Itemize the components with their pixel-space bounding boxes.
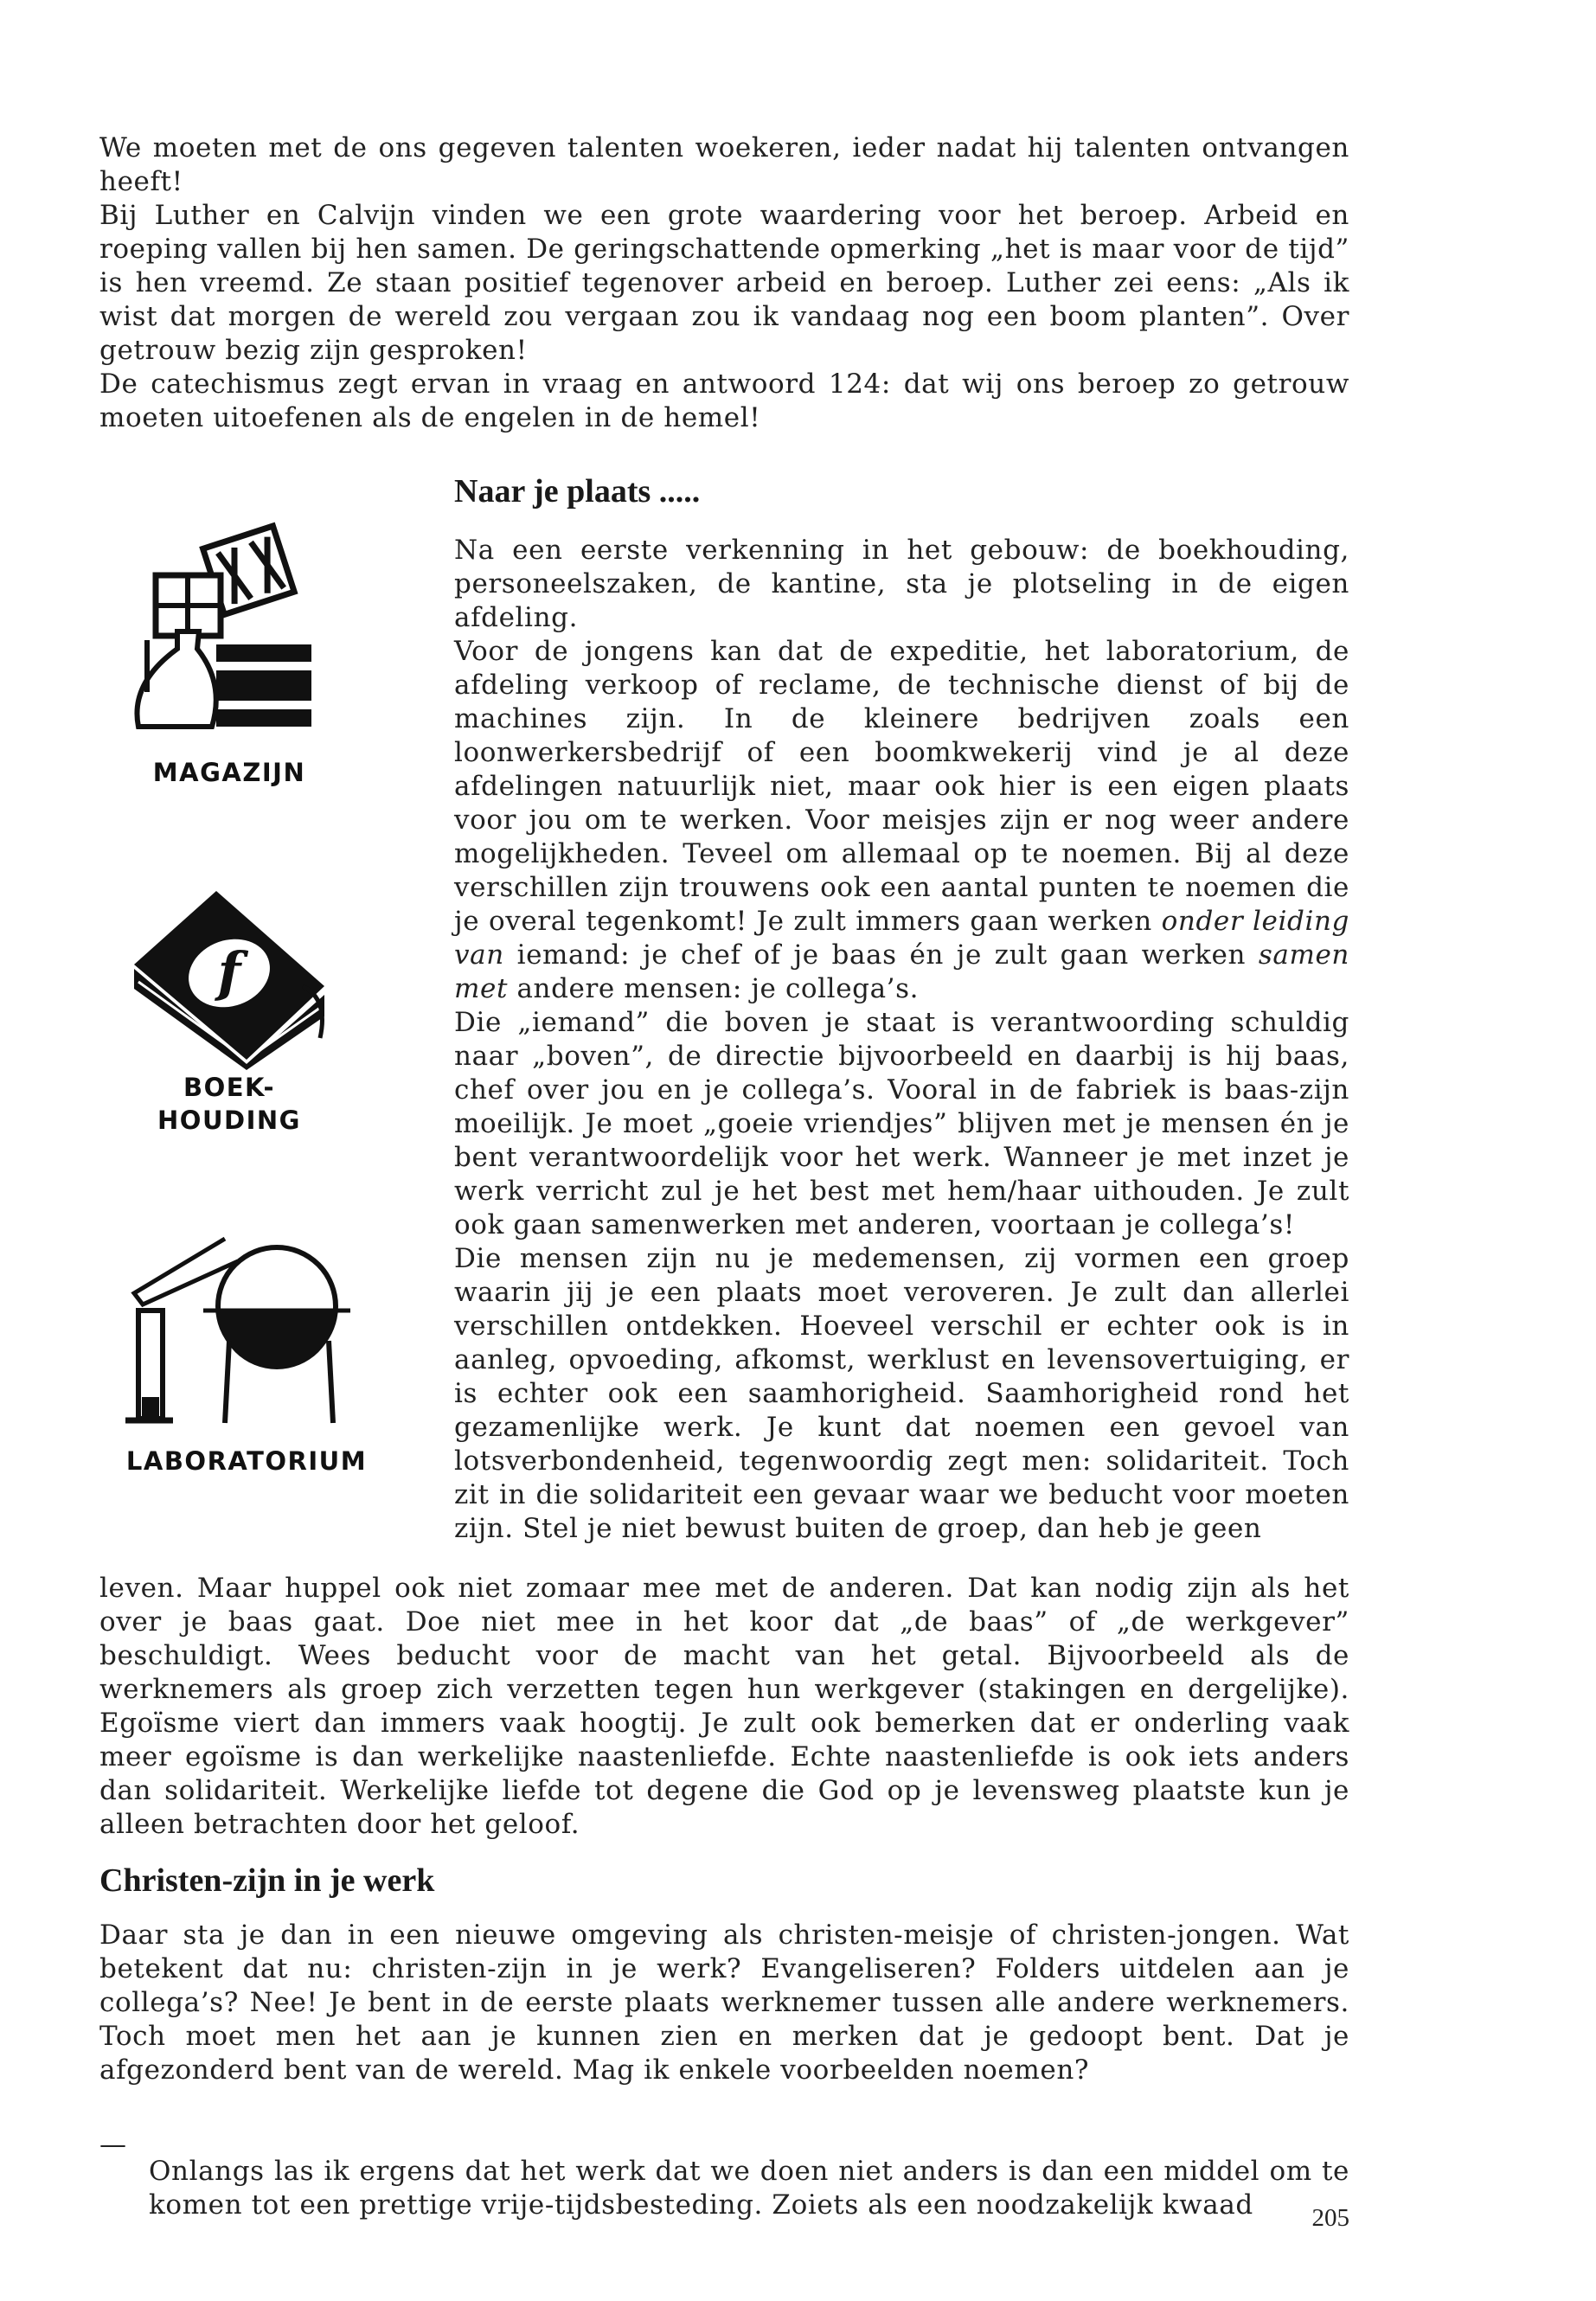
intro-paragraph-1: We moeten met de ons gegeven talenten woekeren, ieder nadat hij talenten ontvangen heeft! — [99, 132, 1349, 197]
section2-paragraph-1: Daar sta je dan in een nieuwe omgeving als christen-meisje of christen-jongen. Wat betekent dat nu: christen-zijn in je werk? Evangeliseren? Folders uitdelen aan je collega’s? Nee! Je bent in de eerste plaats werknemer tussen alle andere werknemers. Toch moet men het aan je kunnen zien en merken dat je gedoopt bent. Dat je afgezonderd bent van de wereld. Mag ik enkele voorbeelden noemen? — [99, 1920, 1349, 2086]
section1-p2-text-b: iemand: je chef of je baas én je zult gaan werken — [503, 939, 1259, 971]
book-f-glyph: f — [217, 940, 241, 1003]
section1-paragraph-1: Na een eerste verkenning in het gebouw: de boekhouding, personeelszaken, de kantine, sta je plotseling in de eigen afdeling. — [454, 535, 1349, 633]
section1-column-text — [454, 534, 1349, 1546]
section-title-naar-je-plaats: Naar je plaats ..... — [454, 473, 701, 510]
book-icon — [130, 887, 329, 1073]
section1-paragraph-4-continued: leven. Maar huppel ook niet zomaar mee met de anderen. Dat kan nodig zijn als het over je baas gaat. Doe niet mee in het koor dat „de baas” of „de werkgever” beschuldigt. Wees beducht voor de macht van het getal. Bijvoorbeeld als de werknemers als groep zich verzetten tegen hun werkgever (stakingen en dergelijke). Egoïsme viert dan immers vaak hoogtij. Je zult ook bemerken dat er onderling vaak meer egoïsme is dan werkelijke naastenliefde. Echte naastenliefde is ook iets anders dan solidariteit. Werkelijke liefde tot degene die God op je levensweg plaatste kun je alleen betrachten door het geloof. — [99, 1573, 1349, 1840]
section1-paragraph-4-column: Die mensen zijn nu je medemensen, zij vormen een groep waarin jij je een plaats moet veroveren. Je zult dan allerlei verschillen ontdekken. Hoeveel verschil er echter ook is in aanleg, opvoeding, afkomst, werklust en levensovertuiging, er is echter ook een saamhorigheid. Saamhorigheid rond het gezamenlijke werk. Je kunt dat noemen een gevoel van lotsverbondenheid, tegenwoordig zegt men: solidariteit. Toch zit in die solidariteit een gevaar waar we beducht voor moeten zijn. Stel je niet bewust buiten de groep, dan heb je geen — [454, 1243, 1349, 1544]
section1-p2-emphasis-2: samen met — [454, 939, 1349, 1004]
laboratorium-label: LABORATORIUM — [125, 1446, 368, 1476]
bullet-text: Onlangs las ik ergens dat het werk dat we doen niet anders is dan een middel om te komen tot een prettige vrije-tijdsbesteding. Zoiets als een noodzakelijk kwaad — [149, 2156, 1349, 2221]
flask-apparatus-icon — [121, 1228, 398, 1436]
section1-p2-text-a: Voor de jongens kan dat de expeditie, het laboratorium, de afdeling verkoop of reclame, de technische dienst of bij de machines zijn. In de kleinere bedrijven zoals een loonwerkersbedrijf of een boomkwekerij vind je al deze afdelingen natuurlijk niet, maar ook hier is een eigen plaats voor jou om te werken. Voor meisjes zijn er nog weer andere mogelijkheden. Teveel om allemaal op te noemen. Bij al deze verschillen zijn trouwens ook een aantal punten te noemen die je overal tegenkomt! Je zult immers gaan werken — [454, 636, 1349, 937]
section1-full-width-text — [99, 1572, 1349, 1842]
intro-text — [99, 131, 1349, 435]
intro-paragraph-2: Bij Luther en Calvijn vinden we een grote waardering voor het beroep. Arbeid en roeping vallen bij hen samen. De geringschattende opmerking „het is maar voor de tijd” is hen vreemd. Ze staan positief tegenover arbeid en beroep. Luther zei eens: „Als ik wist dat morgen de wereld zou vergaan zou ik vandaag nog een boom planten”. Over getrouw bezig zijn gesproken! — [99, 200, 1349, 366]
section-title-christen-zijn: Christen-zijn in je werk — [99, 1862, 435, 1899]
section1-paragraph-3: Die „iemand” die boven je staat is verantwoording schuldig naar „boven”, de directie bijvoorbeeld en daarbij is hij baas, chef over jou en je collega’s. Vooral in de fabriek is baas-zijn moeilijk. Je moet „goeie vriendjes” blijven met je mensen én je bent verantwoordelijk voor het werk. Wanneer je met inzet je werk verricht zul je het best met hem/haar uithouden. Je zult ook gaan samenwerken met anderen, voortaan je collega’s! — [454, 1007, 1349, 1240]
section1-p2-text-c: andere mensen: je collega’s. — [508, 973, 920, 1004]
section2-bullet — [99, 2128, 1349, 2249]
intro-paragraph-3: De catechismus zegt ervan in vraag en antwoord 124: dat wij ons beroep zo getrouw moeten uitoefenen als de engelen in de hemel! — [99, 369, 1349, 433]
section2-text — [99, 1919, 1349, 2087]
section1-p2-emphasis-1: onder leiding van — [454, 906, 1349, 971]
boekhouding-label-line-2: HOUDING — [157, 1106, 301, 1135]
magazijn-label: MAGAZIJN — [152, 758, 306, 787]
warehouse-boxes-icon — [130, 519, 316, 731]
page-number: 205 — [1311, 2204, 1349, 2232]
boekhouding-label-line-1: BOEK- — [183, 1073, 276, 1102]
bullet-dash: — — [99, 2129, 127, 2160]
section1-paragraph-2 — [454, 635, 1349, 1006]
